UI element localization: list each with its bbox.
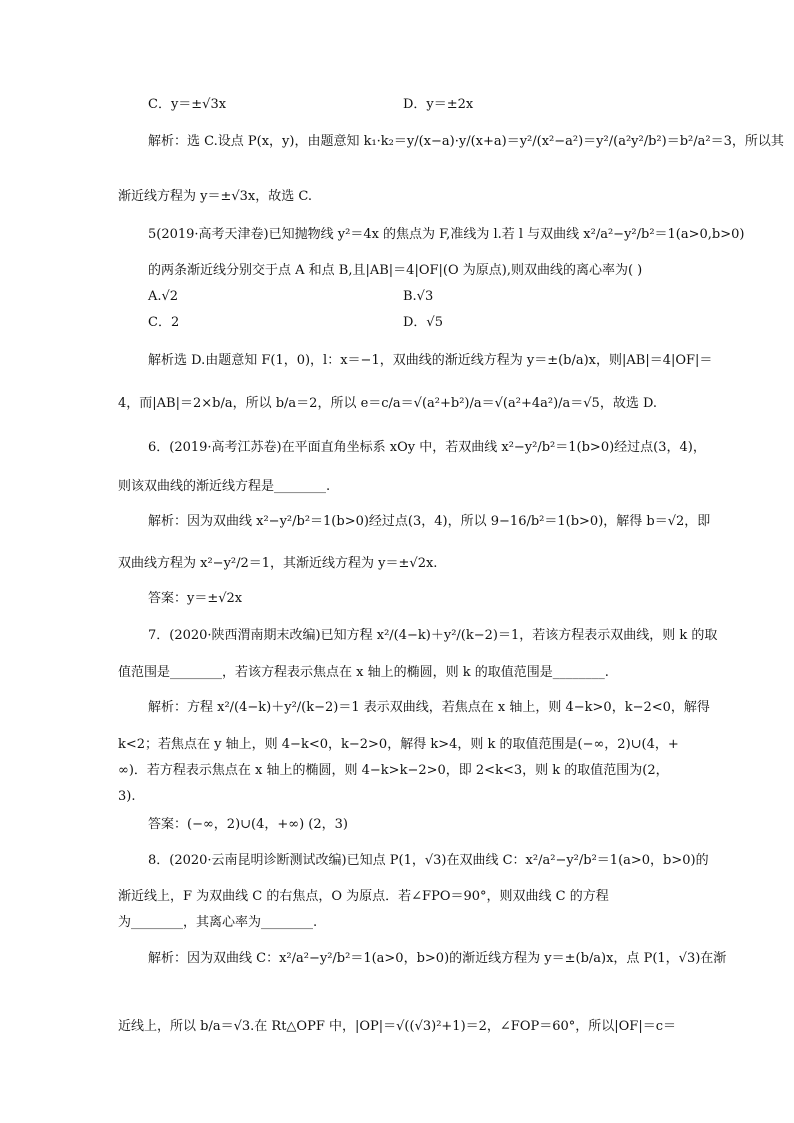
text-line: 3). [118, 789, 136, 804]
text-line: ∞)．若方程表示焦点在 x 轴上的椭圆，则 4−k>k−2>0，即 2<k<3，则 k 的取值范围为(2， [118, 763, 669, 778]
text-line: 的两条渐近线分别交于点 A 和点 B,且|AB|＝4|OF|(O 为原点),则双曲线的离心率为( ) [148, 263, 643, 278]
text-line: B.√3 [403, 289, 434, 304]
text-line: 解析：方程 x²/(4−k)＋y²/(k−2)＝1 表示双曲线，若焦点在 x 轴上，则 4−k>0，k−2<0，解得 [148, 700, 710, 715]
text-line: k<2；若焦点在 y 轴上，则 4−k<0，k−2>0，解得 k>4，则 k 的取值范围是(−∞，2)∪(4，+ [118, 737, 679, 752]
text-line: 8．(2020·云南昆明诊断测试改编)已知点 P(1，√3)在双曲线 C：x²/a²−y²/b²＝1(a>0，b>0)的 [148, 853, 709, 868]
text-line: 7．(2020·陕西渭南期末改编)已知方程 x²/(4−k)＋y²/(k−2)＝1，若该方程表示双曲线，则 k 的取 [148, 628, 718, 643]
text-line: D．√5 [403, 315, 443, 330]
text-line: 近线上，所以 b/a＝√3.在 Rt△OPF 中，|OP|＝√((√3)²+1)＝2，∠FOP＝60°，所以|OF|＝c＝ [118, 1019, 676, 1034]
text-line: 解析选 D.由题意知 F(1，0)，l：x＝−1，双曲线的渐近线方程为 y＝±(b/a)x，则|AB|＝4|OF|＝ [148, 353, 713, 368]
text-line: 5(2019·高考天津卷)已知抛物线 y²＝4x 的焦点为 F,准线为 l.若 l 与双曲线 x²/a²−y²/b²＝1(a>0,b>0) [148, 227, 745, 242]
text-line: C．2 [148, 315, 180, 330]
text-line: 渐近线方程为 y＝±√3x，故选 C. [118, 189, 313, 204]
text-line: 解析：因为双曲线 C：x²/a²−y²/b²＝1(a>0，b>0)的渐近线方程为 y＝±(b/a)x，点 P(1，√3)在渐 [148, 951, 727, 966]
text-line: 答案：y＝±√2x [148, 591, 243, 606]
text-line: 6．(2019·高考江苏卷)在平面直角坐标系 xOy 中，若双曲线 x²−y²/b²＝1(b>0)经过点(3，4)， [148, 440, 706, 455]
text-line: 渐近线上，F 为双曲线 C 的右焦点，O 为原点．若∠FPO＝90°，则双曲线 C 的方程 [118, 889, 609, 904]
text-line: 解析：因为双曲线 x²−y²/b²＝1(b>0)经过点(3，4)，所以 9−16/b²＝1(b>0)，解得 b＝√2，即 [148, 514, 711, 529]
text-line: 4，而|AB|＝2×b/a，所以 b/a＝2，所以 e＝c/a＝√(a²+b²)/a＝√(a²+4a²)/a＝√5，故选 D. [118, 396, 658, 411]
text-line: 解析：选 C.设点 P(x，y)，由题意知 k₁·k₂＝y/(x−a)·y/(x+a)＝y²/(x²−a²)＝y²/(a²y²/b²)＝b²/a²＝3，所以其 [148, 134, 784, 149]
text-line: 则该双曲线的渐近线方程是________. [118, 479, 331, 494]
text-line: 双曲线方程为 x²−y²/2＝1，其渐近线方程为 y＝±√2x. [118, 556, 438, 571]
text-line: 值范围是________，若该方程表示焦点在 x 轴上的椭圆，则 k 的取值范围是________. [118, 665, 609, 680]
text-line: C．y＝±√3x [148, 97, 227, 112]
text-line: 为________，其离心率为________. [118, 915, 318, 930]
text-line: A.√2 [148, 289, 179, 304]
text-line: 答案：(−∞，2)∪(4，+∞) (2，3) [148, 817, 348, 832]
text-line: D．y＝±2x [403, 97, 474, 112]
